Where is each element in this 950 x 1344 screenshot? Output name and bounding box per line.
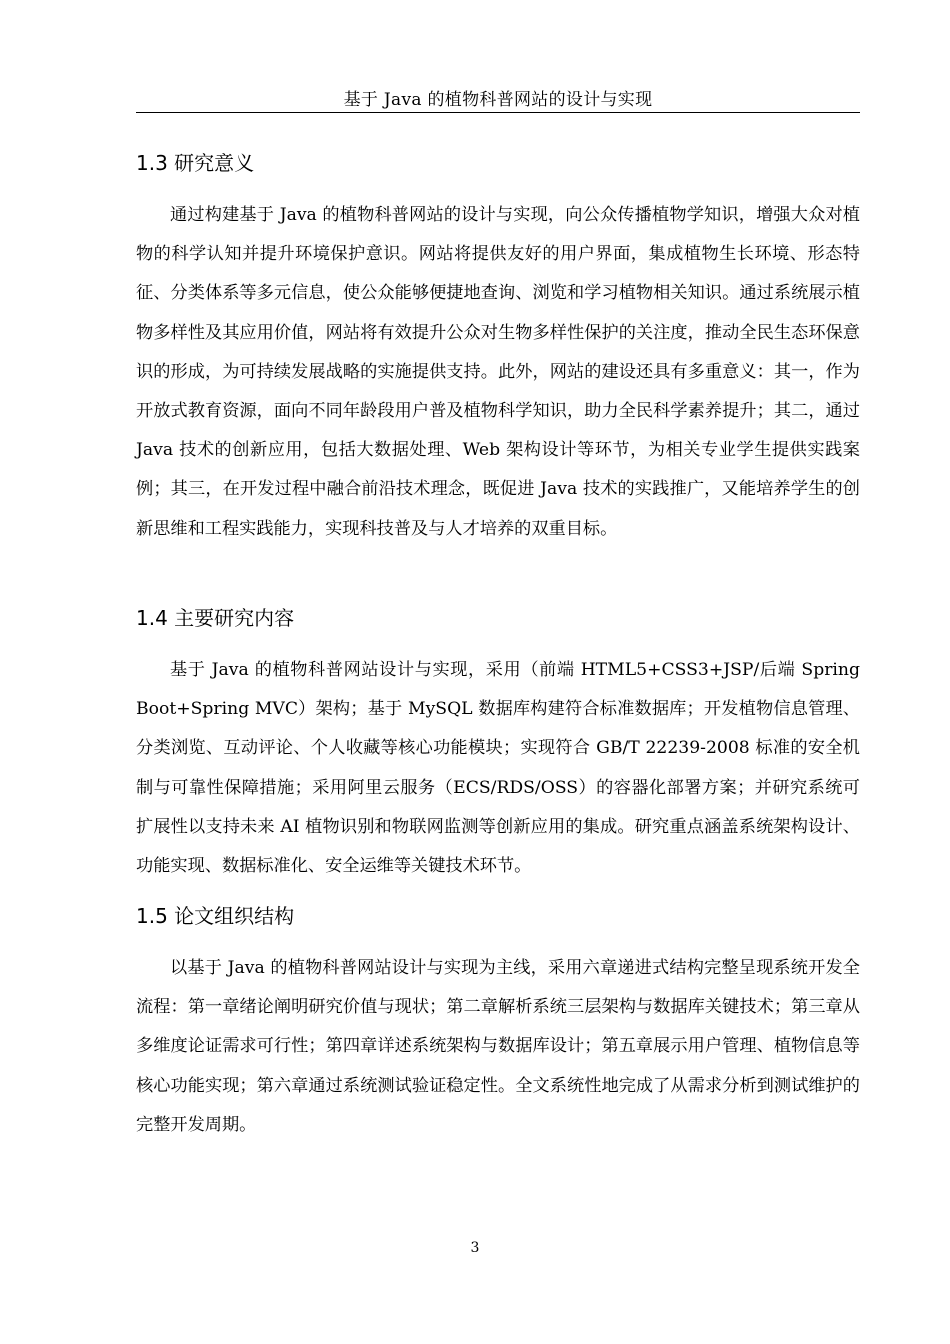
section-paragraph-1-3: 通过构建基于 Java 的植物科普网站的设计与实现，向公众传播植物学知识，增强大众对植物的科学认知并提升环境保护意识。网站将提供友好的用户界面，集成植物生长环境、形态特征、分类体系等多元信息，使公众能够便捷地查询、浏览和学习植物相关知识。通过系统展示植物多样性及其应用价值，网站将有效提升公众对生物多样性保护的关注度，推动全民生态环保意识的形成，为可持续发展战略的实施提供支持。此外，网站的建设还具有多重意义：其一，作为开放式教育资源，面向不同年龄段用户普及植物科学知识，助力全民科学素养提升；其二，通过 Java 技术的创新应用，包括大数据处理、Web 架构设计等环节，为相关专业学生提供实践案例；其三，在开发过程中融合前沿技术理念，既促进 Java 技术的实践推广，又能培养学生的创新思维和工程实践能力，实现科技普及与人才培养的双重目标。	[136, 205, 860, 539]
section-heading-1-3: 1.3 研究意义	[136, 151, 255, 175]
running-header: 基于 Java 的植物科普网站的设计与实现	[343, 90, 653, 110]
section-paragraph-1-5: 以基于 Java 的植物科普网站设计与实现为主线，采用六章递进式结构完整呈现系统开发全流程：第一章绪论阐明研究价值与现状；第二章解析系统三层架构与数据库关键技术；第三章从多维度论证需求可行性；第四章详述系统架构与数据库设计；第五章展示用户管理、植物信息等核心功能实现；第六章通过系统测试验证稳定性。全文系统性地完成了从需求分析到测试维护的完整开发周期。	[136, 958, 860, 1135]
header-rule	[136, 112, 860, 113]
section-heading-1-4: 1.4 主要研究内容	[136, 606, 295, 630]
section-paragraph-1-4: 基于 Java 的植物科普网站设计与实现，采用（前端 HTML5+CSS3+JSP/后端 Spring Boot+Spring MVC）架构；基于 MySQL 数据库构建符合标准数据库；开发植物信息管理、分类浏览、互动评论、个人收藏等核心功能模块；实现符合 GB/T 22239-2008 标准的安全机制与可靠性保障措施；采用阿里云服务（ECS/RDS/OSS）的容器化部署方案；并研究系统可扩展性以支持未来 AI 植物识别和物联网监测等创新应用的集成。研究重点涵盖系统架构设计、功能实现、数据标准化、安全运维等关键技术环节。	[136, 660, 860, 877]
section-heading-1-5: 1.5 论文组织结构	[136, 904, 295, 928]
page-number: 3	[470, 1240, 480, 1256]
